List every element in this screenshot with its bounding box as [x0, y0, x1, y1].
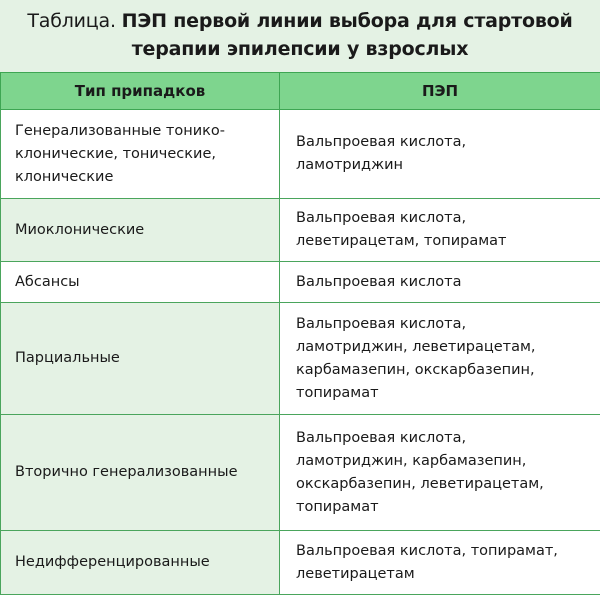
table-header-row: [1, 73, 600, 110]
seizure-type-cell: [1, 415, 280, 531]
seizure-type-text: Генерализованные тонико- клонические, тонические, клонические: [15, 123, 225, 185]
aed-text: Вальпроевая кислота, топирамат, леветирацетам: [296, 543, 558, 582]
aed-cell: [280, 531, 600, 595]
table-row: [1, 262, 600, 303]
aed-cell: [280, 415, 600, 531]
column-header-seizure-type: Тип припадков: [1, 73, 280, 110]
seizure-type-cell: [1, 303, 280, 415]
table-row: [1, 303, 600, 415]
column-header-aed: ПЭП: [280, 73, 600, 110]
aed-table: [0, 72, 600, 595]
aed-text: Вальпроевая кислота, леветирацетам, топирамат: [296, 210, 506, 249]
seizure-type-text: Абсансы: [15, 274, 80, 290]
table-row: [1, 531, 600, 595]
seizure-type-cell: [1, 262, 280, 303]
seizure-type-text: Парциальные: [15, 350, 120, 366]
caption-lead: Таблица.: [27, 10, 115, 32]
table-row: [1, 415, 600, 531]
aed-cell: [280, 303, 600, 415]
aed-cell: [280, 110, 600, 199]
seizure-type-text: Недифференцированные: [15, 554, 210, 570]
aed-text: Вальпроевая кислота, ламотриджин: [296, 134, 466, 173]
aed-cell: [280, 262, 600, 303]
caption-title: ПЭП первой линии выбора для стартовой терапии эпилепсии у взрослых: [122, 10, 573, 60]
table-caption: [0, 0, 600, 72]
seizure-type-cell: [1, 531, 280, 595]
table-row: [1, 199, 600, 262]
aed-text: Вальпроевая кислота, ламотриджин, карбамазепин, окскарбазепин, леветирацетам, топирамат: [296, 430, 544, 515]
aed-text: Вальпроевая кислота, ламотриджин, леветирацетам, карбамазепин, окскарбазепин, топирамат: [296, 316, 536, 401]
seizure-type-cell: [1, 199, 280, 262]
aed-text: Вальпроевая кислота: [296, 274, 462, 290]
table-row: [1, 110, 600, 199]
seizure-type-text: Вторично генерализованные: [15, 464, 237, 480]
seizure-type-text: Миоклонические: [15, 222, 144, 238]
aed-cell: [280, 199, 600, 262]
seizure-type-cell: [1, 110, 280, 199]
